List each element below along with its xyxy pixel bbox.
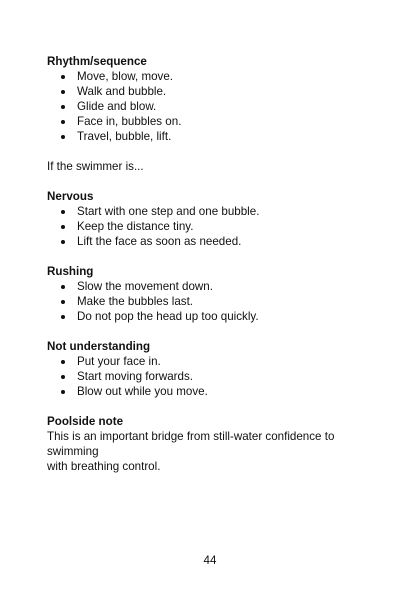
list-item: Start with one step and one bubble. [47, 204, 387, 219]
rhythm-list [47, 69, 387, 144]
bullet-icon [61, 240, 65, 244]
bullet-icon [61, 75, 65, 79]
section-title-rhythm: Rhythm/sequence [47, 55, 147, 68]
bullet-icon [61, 360, 65, 364]
bullet-icon [61, 210, 65, 214]
list-item: Travel, bubble, lift. [47, 129, 387, 144]
bullet-icon [61, 135, 65, 139]
section-title-poolside-note: Poolside note [47, 415, 124, 428]
section-title-not-understanding: Not understanding [47, 340, 151, 353]
note-text-line-1: This is an important bridge from still-water confidence to swimming [47, 430, 335, 458]
intro-line: If the swimmer is... [47, 160, 144, 173]
list-item: Glide and blow. [47, 99, 387, 114]
list-item: Start moving forwards. [47, 369, 387, 384]
list-item: Face in, bubbles on. [47, 114, 387, 129]
list-item: Do not pop the head up too quickly. [47, 309, 387, 324]
bullet-icon [61, 90, 65, 94]
nervous-list [47, 204, 387, 249]
list-item: Blow out while you move. [47, 384, 387, 399]
page-number: 44 [203, 554, 217, 567]
list-item: Keep the distance tiny. [47, 219, 387, 234]
bullet-icon [61, 120, 65, 124]
rushing-list [47, 279, 387, 324]
list-item: Make the bubbles last. [47, 294, 387, 309]
section-title-rushing: Rushing [47, 265, 94, 278]
list-item: Move, blow, move. [47, 69, 387, 84]
list-item: Put your face in. [47, 354, 387, 369]
list-item: Slow the movement down. [47, 279, 387, 294]
not-understanding-list [47, 354, 387, 399]
list-item: Lift the face as soon as needed. [47, 234, 387, 249]
bullet-icon [61, 375, 65, 379]
section-title-nervous: Nervous [47, 190, 94, 203]
note-text-line-2: with breathing control. [47, 460, 161, 473]
page-content [47, 54, 387, 474]
list-item: Walk and bubble. [47, 84, 387, 99]
bullet-icon [61, 315, 65, 319]
bullet-icon [61, 225, 65, 229]
bullet-icon [61, 105, 65, 109]
bullet-icon [61, 300, 65, 304]
bullet-icon [61, 390, 65, 394]
bullet-icon [61, 285, 65, 289]
